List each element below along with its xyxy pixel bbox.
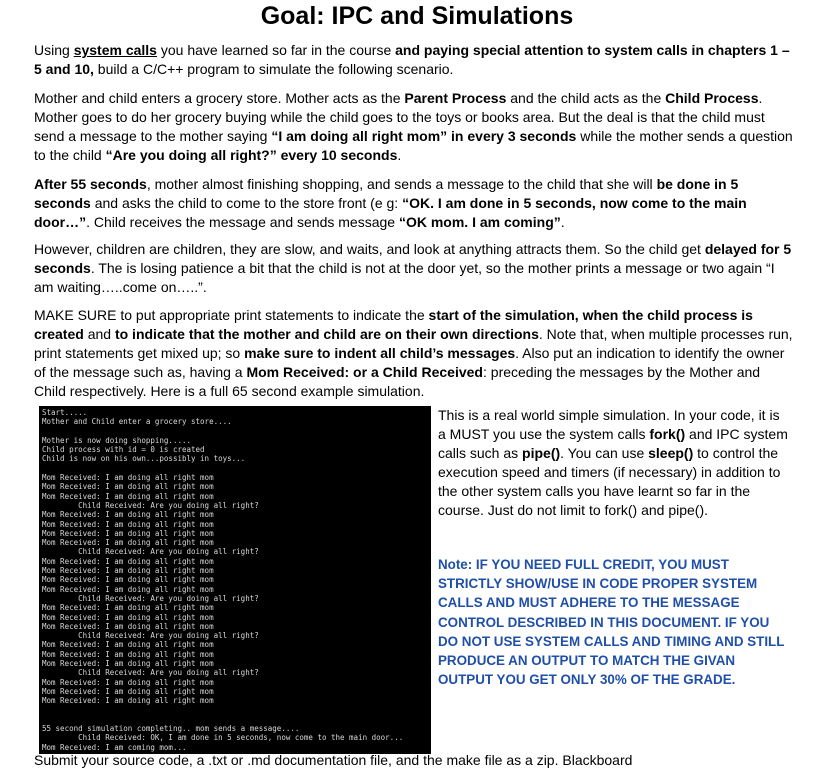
- system-calls-text: system calls: [73, 42, 157, 58]
- text: . Also put an indication to identify the owner of the message such as, having a: [34, 345, 785, 380]
- side-paragraph: [438, 406, 790, 520]
- text: and asks the child to come to the store front (e g:: [90, 195, 403, 211]
- text: and IPC system calls such as: [438, 426, 788, 461]
- intro-paragraph: [34, 41, 794, 79]
- terminal-line: Mom Received: I am doing all right mom: [42, 556, 214, 566]
- ok-message-text: “OK. I am done in 5 seconds, now come to the main door…”: [34, 195, 747, 230]
- start-simulation-text: start of the simulation: [428, 307, 575, 323]
- text: to control the execution speed and timers (if necessary) in addition to the other system calls you have learnt so far in the course. Just do not limit to fork() and pipe().: [438, 445, 781, 518]
- text: and: [83, 326, 115, 342]
- terminal-line: Child Received: Are you doing all right?: [42, 593, 259, 603]
- terminal-line: Mom Received: I am doing all right mom: [42, 696, 214, 706]
- terminal-line: [42, 715, 428, 724]
- delay-paragraph: [34, 240, 794, 297]
- print-statements-paragraph: [34, 306, 794, 401]
- text: . Note that, when multiple processes run, print statements get mixed up; so: [34, 326, 793, 361]
- text: However, children are children, they are slow, and waits, and look at anything attracts them. So the child get: [34, 241, 705, 257]
- scenario-paragraph: [34, 89, 794, 165]
- terminal-line: Child Received: Are you doing all right?: [42, 500, 259, 510]
- mother-question-text: “Are you doing all right?” every 10 seconds: [105, 147, 398, 163]
- text: , mother almost finishing shopping, and sends a message to the child that she will: [146, 176, 657, 192]
- terminal-output: [39, 406, 431, 754]
- pipe-text: pipe(): [522, 445, 561, 461]
- terminal-line: Mom Received: I am doing all right mom: [42, 519, 214, 529]
- own-directions-text: to indicate that the mother and child are on their own directions: [114, 326, 539, 342]
- owner-label-text: Mom Received: or a Child Received: [246, 364, 483, 380]
- terminal-line: Child Received: Are you doing all right?: [42, 547, 259, 557]
- terminal-line: Mom Received: I am doing all right mom: [42, 528, 214, 538]
- text: and the child acts as the: [506, 90, 666, 106]
- indent-text: make sure to indent all child’s messages: [244, 345, 516, 361]
- terminal-line: Mom Received: I am doing all right mom: [42, 538, 214, 548]
- terminal-line: Mom Received: I am doing all right mom: [42, 473, 214, 483]
- terminal-line: 55 second simulation completing.. mom sends a message....: [42, 724, 300, 734]
- cutoff-text: Submit your source code, a .txt or .md documentation file, and the make file as a zip. Blackboard: [34, 752, 633, 768]
- text: Mother and child enters a grocery store. Mother acts as the: [34, 90, 405, 106]
- text: . Mother goes to do her grocery buying while the child goes to the toys or books area. But the deal is that the child must send a message to the mother saying: [34, 90, 765, 144]
- chapters-text: and paying special attention to system calls in chapters 1 – 5 and 10,: [34, 42, 790, 77]
- done-5-text: be done in 5 seconds: [34, 176, 739, 211]
- coming-message-text: “OK mom. I am coming”: [398, 214, 561, 230]
- terminal-line: Mom Received: I am doing all right mom: [42, 482, 214, 492]
- child-process-text: Child Process: [665, 90, 759, 106]
- text: . You can use: [560, 445, 649, 461]
- after-55-paragraph: [34, 175, 794, 232]
- terminal-line: Mom Received: I am doing all right mom: [42, 640, 214, 650]
- terminal-line: Mom Received: I am doing all right mom: [42, 677, 214, 687]
- terminal-line: [42, 427, 428, 436]
- terminal-line: Child Received: Are you doing all right?: [42, 631, 259, 641]
- terminal-line: Mother is now doing shopping.....: [42, 435, 192, 445]
- text: you have learned so far in the course: [156, 42, 396, 58]
- terminal-line: Mom Received: I am doing all right mom: [42, 584, 214, 594]
- terminal-line: Mom Received: I am doing all right mom: [42, 603, 214, 613]
- terminal-line: Child Received: OK, I am done in 5 seconds, now come to the main door...: [42, 733, 404, 743]
- text: while the mother sends a question to the child: [34, 128, 793, 163]
- sleep-text: sleep(): [648, 445, 694, 461]
- parent-process-text: Parent Process: [404, 90, 507, 106]
- text: Using: [34, 42, 74, 58]
- delayed-text: delayed for 5 seconds: [34, 241, 792, 276]
- terminal-line: Mother and Child enter a grocery store....: [42, 417, 232, 427]
- text: .: [560, 214, 565, 230]
- terminal-line: Mom Received: I am doing all right mom: [42, 621, 214, 631]
- terminal-line: Child process with id = 0 is created: [42, 445, 205, 455]
- page-title: Goal: IPC and Simulations: [260, 2, 574, 30]
- child-message-text: “I am doing all right mom” in every 3 seconds: [271, 128, 577, 144]
- text: . The is losing patience a bit that the child is not at the door yet, so the mother prints a message or two again “I am waiting…..come on…..”.: [34, 260, 775, 295]
- after-55-text: After 55 seconds: [34, 176, 147, 192]
- terminal-line: Start.....: [42, 408, 88, 417]
- terminal-line: Mom Received: I am doing all right mom: [42, 686, 214, 696]
- terminal-line: Mom Received: I am doing all right mom: [42, 575, 214, 585]
- text: . Child receives the message and sends message: [86, 214, 399, 230]
- terminal-line: [42, 706, 428, 715]
- fork-text: fork(): [649, 426, 686, 442]
- child-created-text: when the child process is created: [34, 307, 753, 342]
- terminal-line: Mom Received: I am doing all right mom: [42, 659, 214, 669]
- text: .: [397, 147, 402, 163]
- text: MAKE SURE to put appropriate print statements to indicate the: [34, 307, 429, 323]
- terminal-line: Mom Received: I am doing all right mom: [42, 566, 214, 576]
- terminal-line: Child Received: Are you doing all right?: [42, 668, 259, 678]
- terminal-line: Mom Received: I am doing all right mom: [42, 491, 214, 501]
- terminal-line: Child is now on his own...possibly in toys...: [42, 454, 246, 464]
- credit-note: Note: IF YOU NEED FULL CREDIT, YOU MUST STRICTLY SHOW/USE IN CODE PROPER SYSTEM CALLS AND MUST ADHERE TO THE MESSAGE CONTROL DESCRIBED IN THIS DOCUMENT. IF YOU DO NOT USE SYSTEM CALLS AND TIMING AND STILL PRODUCE AN OUTPUT TO MATCH THE GIVAN OUTPUT YOU GET ONLY 30% OF THE GRADE.: [438, 557, 785, 688]
- text: : preceding the messages by the Mother and Child respectively. Here is a full 65 second example simulation.: [34, 364, 761, 399]
- terminal-line: [42, 464, 428, 473]
- terminal-line: Mom Received: I am doing all right mom: [42, 612, 214, 622]
- text: ,: [574, 307, 583, 323]
- terminal-line: Mom Received: I am coming mom...: [42, 742, 187, 752]
- text: build a C/C++ program to simulate the following scenario.: [93, 61, 454, 77]
- terminal-line: Mom Received: I am doing all right mom: [42, 649, 214, 659]
- text: This is a real world simple simulation. In your code, it is a MUST you use the system calls: [438, 407, 780, 442]
- terminal-line: Mom Received: I am doing all right mom: [42, 510, 214, 520]
